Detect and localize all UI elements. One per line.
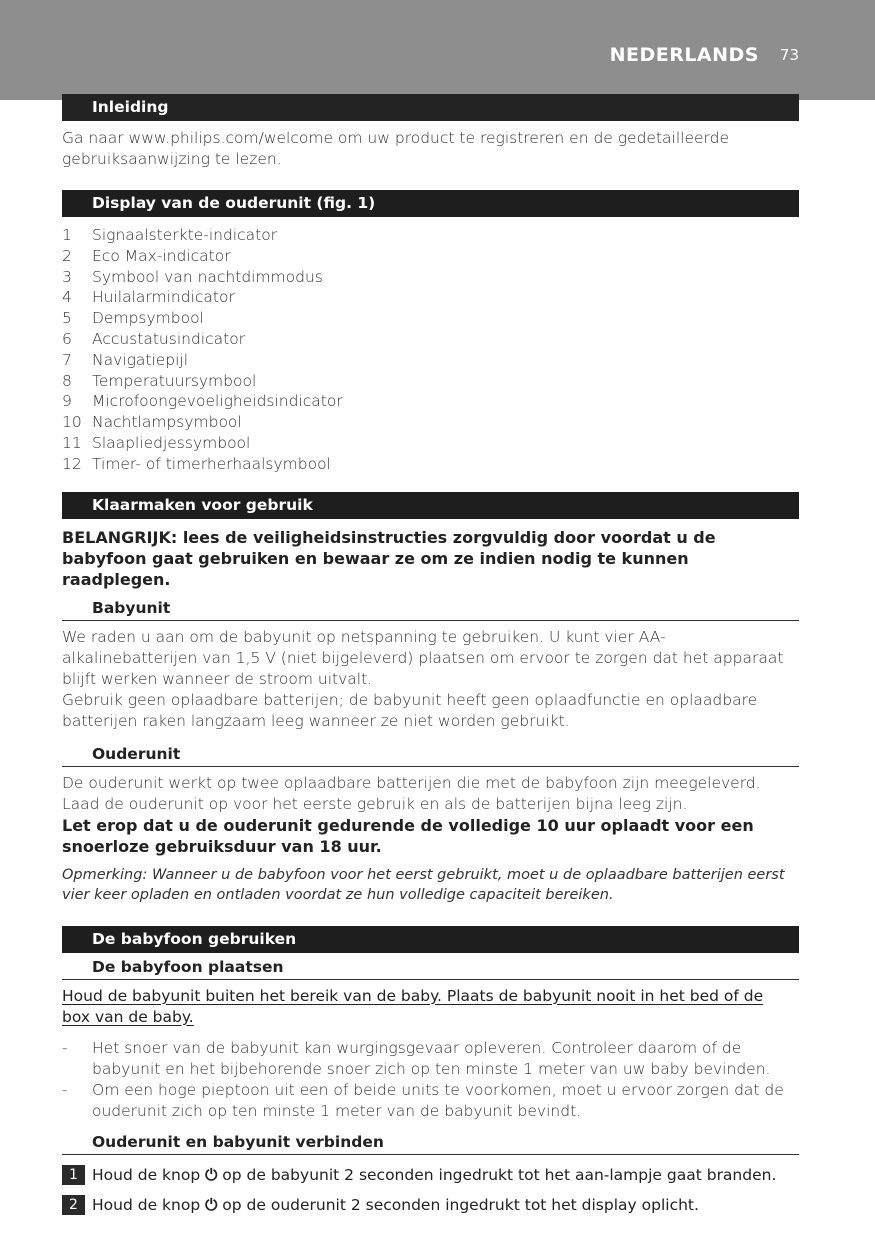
list-item: 3 Symbool van nachtdimmodus [62,267,323,286]
list-item: 8 Temperatuursymbool [62,371,257,390]
ouderunit-charge-notice: Let erop dat u de ouderunit gedurende de volledige 10 uur oplaadt voor een snoerloze gebruiksduur van 18 uur. [62,815,754,856]
list-item: 10 Nachtlampsymbool [62,413,242,432]
section-header-display: Display van de ouderunit (fig. 1) [62,190,799,217]
bullet-list [62,1038,799,1122]
power-icon: ⏻ [205,1165,218,1184]
list-item: 1 Signaalsterkte-indicator [62,226,278,244]
list-item: 9 Microfoongevoeligheidsindicator [62,392,343,411]
step-2: 2 Houd de knop ⏻ op de ouderunit 2 seconden ingedrukt tot het display oplicht. [62,1194,799,1216]
list-item: 11 Slaapliedjessymbool [62,433,251,452]
subheading-ouderunit: Ouderunit [62,742,799,767]
babyunit-paragraph-2: Gebruik geen oplaadbare batterijen; de babyunit heeft geen oplaadfunctie en oplaadbare batterijen raken langzaam leeg wanneer ze niet worden gebruikt. [62,690,758,730]
power-icon: ⏻ [205,1195,218,1214]
ouderunit-paragraph: De ouderunit werkt op twee oplaadbare batterijen die met de babyfoon zijn meegeleverd. Laad de ouderunit op voor het eerste gebruik en als de batterijen bijna leeg zijn. [62,773,761,813]
list-item: - Om een hoge pieptoon uit een of beide units te voorkomen, moet u ervoor zorgen dat de ouderunit zich op ten minste 1 meter van de babyunit bevindt. [62,1080,784,1120]
intro-text: Ga naar www.philips.com/welcome om uw product te registreren en de gedetailleerde gebruiksaanwijzing te lezen. [62,129,730,168]
warning-text: Houd de babyunit buiten het bereik van de baby. Plaats de babyunit nooit in het bed of de box van de baby. [62,986,764,1026]
language-label: NEDERLANDS [609,44,759,66]
step-1: 1 Houd de knop ⏻ op de babyunit 2 seconden ingedrukt tot het aan-lampje gaat branden. [62,1164,799,1186]
list-item: 5 Dempsymbool [62,309,204,328]
step-number: 2 [62,1195,85,1215]
subheading-babyunit: Babyunit [62,596,799,621]
section-header-use: De babyfoon gebruiken [62,926,799,953]
list-item: 4 Huilalarmindicator [62,288,235,307]
ouderunit-note: Opmerking: Wanneer u de babyfoon voor het eerst gebruikt, moet u de oplaadbare batterijen eerst vier keer opladen en ontladen voordat ze hun volledige capaciteit bereiken. [62,866,785,903]
section-header-prepare: Klaarmaken voor gebruik [62,492,799,519]
list-item: 2 Eco Max-indicator [62,246,231,265]
step-number: 1 [62,1165,85,1185]
list-item: 12 Timer- of timerherhaalsymbool [62,454,331,473]
subheading-connect: Ouderunit en babyunit verbinden [62,1130,799,1155]
section-header-intro: Inleiding [62,94,799,121]
babyunit-paragraph-1: We raden u aan om de babyunit op netspanning te gebruiken. U kunt vier AA-alkalinebatterijen van 1,5 V (niet bijgeleverd) plaatsen om ervoor te zorgen dat het apparaat blijft werken wanneer de stroom uitvalt. [62,627,784,688]
page-number: 73 [779,46,799,64]
list-item: 7 Navigatiepijl [62,350,189,369]
list-item: - Het snoer van de babyunit kan wurgingsgevaar opleveren. Controleer daarom of de babyunit en het bijbehorende snoer zich op ten minste 1 meter van uw baby bevinden. [62,1038,771,1078]
subheading-place: De babyfoon plaatsen [62,955,799,980]
display-list [62,225,799,475]
list-item: 6 Accustatusindicator [62,329,246,348]
important-notice: BELANGRIJK: lees de veiligheidsinstructies zorgvuldig door voordat u de babyfoon gaat gebruiken en bewaar ze om ze indien nodig te kunnen raadplegen. [62,527,716,589]
page-content [62,94,799,1216]
